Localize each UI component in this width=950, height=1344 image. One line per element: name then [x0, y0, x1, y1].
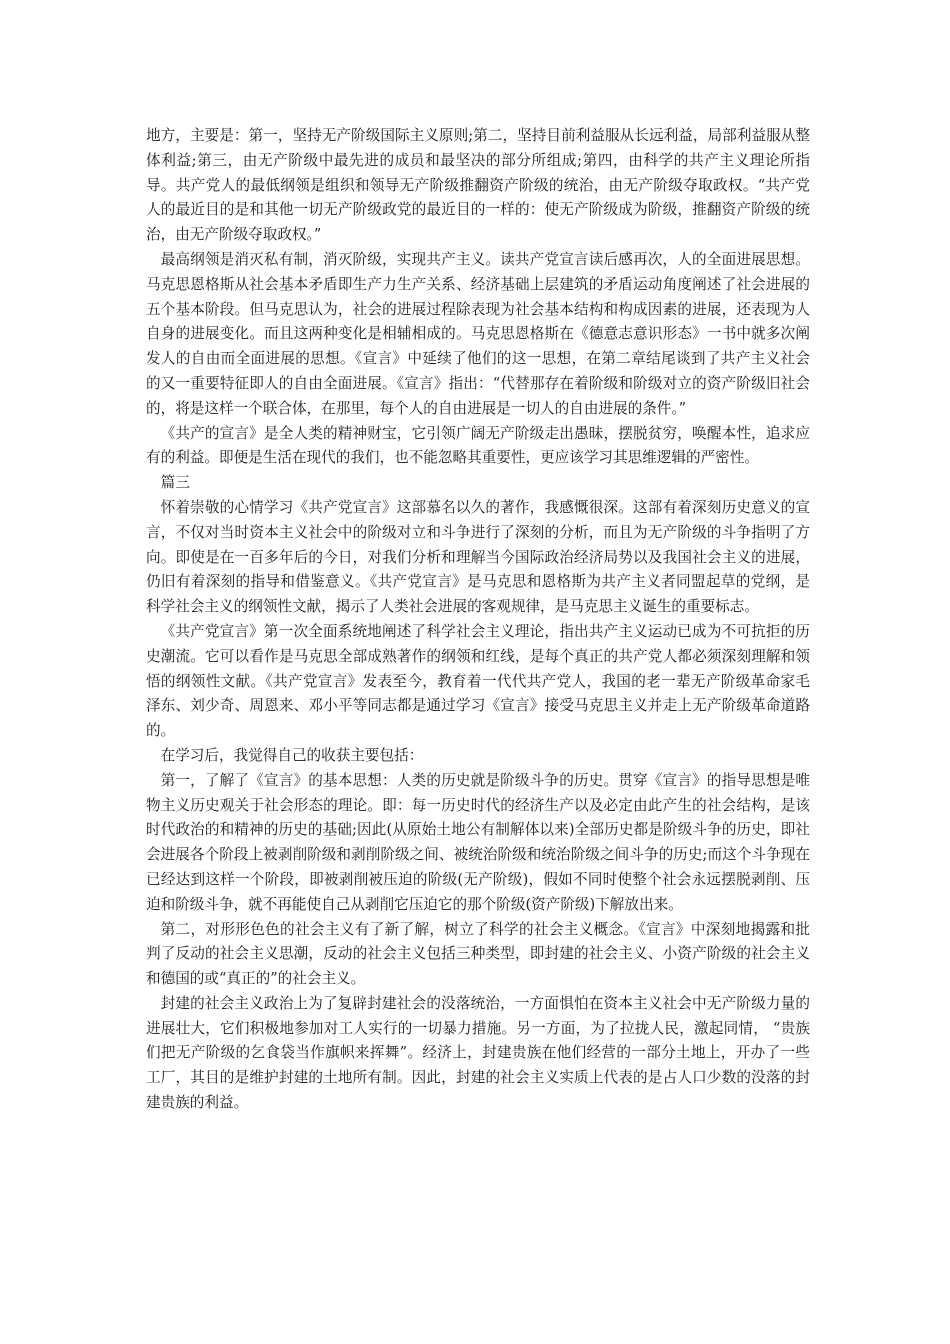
paragraph-9: 封建的社会主义政治上为了复辟封建社会的没落统治，一方面惧怕在资本主义社会中无产阶级力量的进展壮大，它们积极地参加对工人实行的一切暴力措施。另一方面，为了拉拢人民，激起同情， “贵族们把无产阶级的乞食袋当作旗帜来挥舞”。经济上，封建贵族在他们经营的一部分土地上，开办了一些工厂，其目的是维护封建的土地所有制。因此，封建的社会主义实质上代表的是占人口少数的没落的封建贵族的利益。	[146, 994, 810, 1112]
document-body	[146, 124, 810, 1116]
paragraph-3: 《共产的宣言》是全人类的精神财宝，它引领广阔无产阶级走出愚昧，摆脱贫穷，唤醒本性，追求应有的利益。即便是生活在现代的我们，也不能忽略其重要性，更应该学习其思维逻辑的严密性。	[146, 424, 810, 467]
paragraph-4: 怀着崇敬的心情学习《共产党宣言》这部慕名以久的著作，我感慨很深。这部有着深刻历史意义的宣言，不仅对当时资本主义社会中的阶级对立和斗争进行了深刻的分析，而且为无产阶级的斗争指明了方向。即使是在一百多年后的今日，对我们分析和理解当今国际政治经济局势以及我国社会主义的进展，仍旧有着深刻的指导和借鉴意义。《共产党宣言》是马克思和恩格斯为共产主义者同盟起草的党纲，是科学社会主义的纲领性文献，揭示了人类社会进展的客观规律，是马克思主义诞生的重要标志。	[146, 498, 810, 616]
paragraph-1: 地方，主要是：第一，坚持无产阶级国际主义原则;第二，坚持目前利益服从长远利益，局部利益服从整体利益;第三，由无产阶级中最先进的成员和最坚决的部分所组成;第四，由科学的共产主义理论所指导。共产党人的最低纲领是组织和领导无产阶级推翻资产阶级的统治，由无产阶级夺取政权。“共产党人的最近目的是和其他一切无产阶级政党的最近目的一样的：使无产阶级成为阶级，推翻资产阶级的统治，由无产阶级夺取政权。”	[146, 127, 810, 244]
paragraph-6: 在学习后，我觉得自己的收获主要包括：	[160, 746, 424, 764]
paragraph-2: 最高纲领是消灭私有制，消灭阶级，实现共产主义。读共产党宣言读后感再次，人的全面进展思想。马克思恩格斯从社会基本矛盾即生产力生产关系、经济基础上层建筑的矛盾运动角度阐述了社会进展的五个基本阶段。但马克思认为，社会的进展过程除表现为社会基本结构和构成因素的进展，还表现为人自身的进展变化。而且这两种变化是相辅相成的。马克思恩格斯在《德意志意识形态》一书中就多次阐发人的自由而全面进展的思想。《宣言》中延续了他们的这一思想，在第二章结尾谈到了共产主义社会的又一重要特征即人的自由全面进展。《宣言》指出：“代替那存在着阶级和阶级对立的资产阶级旧社会的，将是这样一个联合体，在那里，每个人的自由进展是一切人的自由进展的条件。”	[146, 250, 810, 417]
section-heading: 篇三	[160, 474, 190, 492]
paragraph-5: 《共产党宣言》第一次全面系统地阐述了科学社会主义理论，指出共产主义运动已成为不可抗拒的历史潮流。它可以看作是马克思全部成熟著作的纲领和红线，是每个真正的共产党人都必须深刻理解和领悟的纲领性文献。《共产党宣言》发表至今，教育着一代代共产党人，我国的老一辈无产阶级革命家毛泽东、刘少奇、周恩来、邓小平等同志都是通过学习《宣言》接受马克思主义并走上无产阶级革命道路的。	[146, 622, 810, 740]
paragraph-8: 第二，对形形色色的社会主义有了新了解，树立了科学的社会主义概念。《宣言》中深刻地揭露和批判了反动的社会主义思潮，反动的社会主义包括三种类型，即封建的社会主义、小资产阶级的社会主义和德国的或“真正的”的社会主义。	[146, 920, 810, 988]
paragraph-7: 第一，了解了《宣言》的基本思想：人类的历史就是阶级斗争的历史。贯穿《宣言》的指导思想是唯物主义历史观关于社会形态的理论。即：每一历史时代的经济生产以及必定由此产生的社会结构，是该时代政治的和精神的历史的基础;因此(从原始土地公有制解体以来)全部历史都是阶级斗争的历史，即社会进展各个阶段上被剥削阶级和剥削阶级之间、被统治阶级和统治阶级之间斗争的历史;而这个斗争现在已经达到这样一个阶段，即被剥削被压迫的阶级(无产阶级)，假如不同时使整个社会永远摆脱剥削、压迫和阶级斗争，就不再能使自己从剥削它压迫它的那个阶级(资产阶级)下解放出来。	[146, 771, 810, 913]
